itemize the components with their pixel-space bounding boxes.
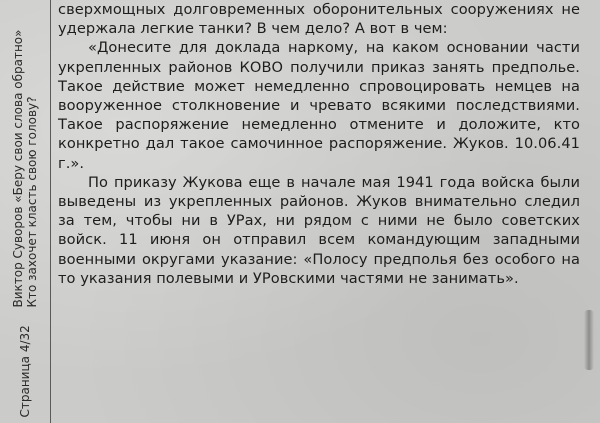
scan-artifact: [584, 310, 594, 370]
book-title-block: [11, 1, 39, 348]
page-number: Страница 4/32: [18, 325, 32, 418]
book-title: Виктор Суворов «Беру свои слова обратно»: [11, 29, 25, 308]
paragraph-continuation: сверхмощных долговременных оборонительных сооружениях не удержала легкие танки? В чем дело? А вот в чем:: [58, 1, 580, 38]
body-text: [58, 0, 580, 288]
page-sidebar: [0, 0, 50, 423]
sidebar-rotated-text: [0, 1, 50, 423]
margin-divider: [50, 0, 51, 423]
paragraph-zhukov-order: По приказу Жукова еще в начале мая 1941 года войска были выведены из укрепленных районов. Жуков внимательно следил за тем, чтобы ни в УРах, ни рядом с ними не было советских войск. 11 июня он отправил всем командующим западными военными округами указание: «Полосу предполья без особого на то указания полевыми и УРовскими частями не занимать».: [58, 173, 580, 287]
paragraph-quote-order: «Донесите для доклада наркому, на каком основании части укрепленных районов КОВО получили приказ занять предполье. Такое действие может немедленно спровоцировать немцев на вооруженное столкновение и чревато всякими последствиями. Такое распоряжение немедленно отмените и доложите, кто конкретно дал такое самочинное распоряжение. Жуков. 10.06.41 г.».: [58, 39, 580, 172]
chapter-title: Кто захочет класть свою голову?: [25, 96, 39, 308]
